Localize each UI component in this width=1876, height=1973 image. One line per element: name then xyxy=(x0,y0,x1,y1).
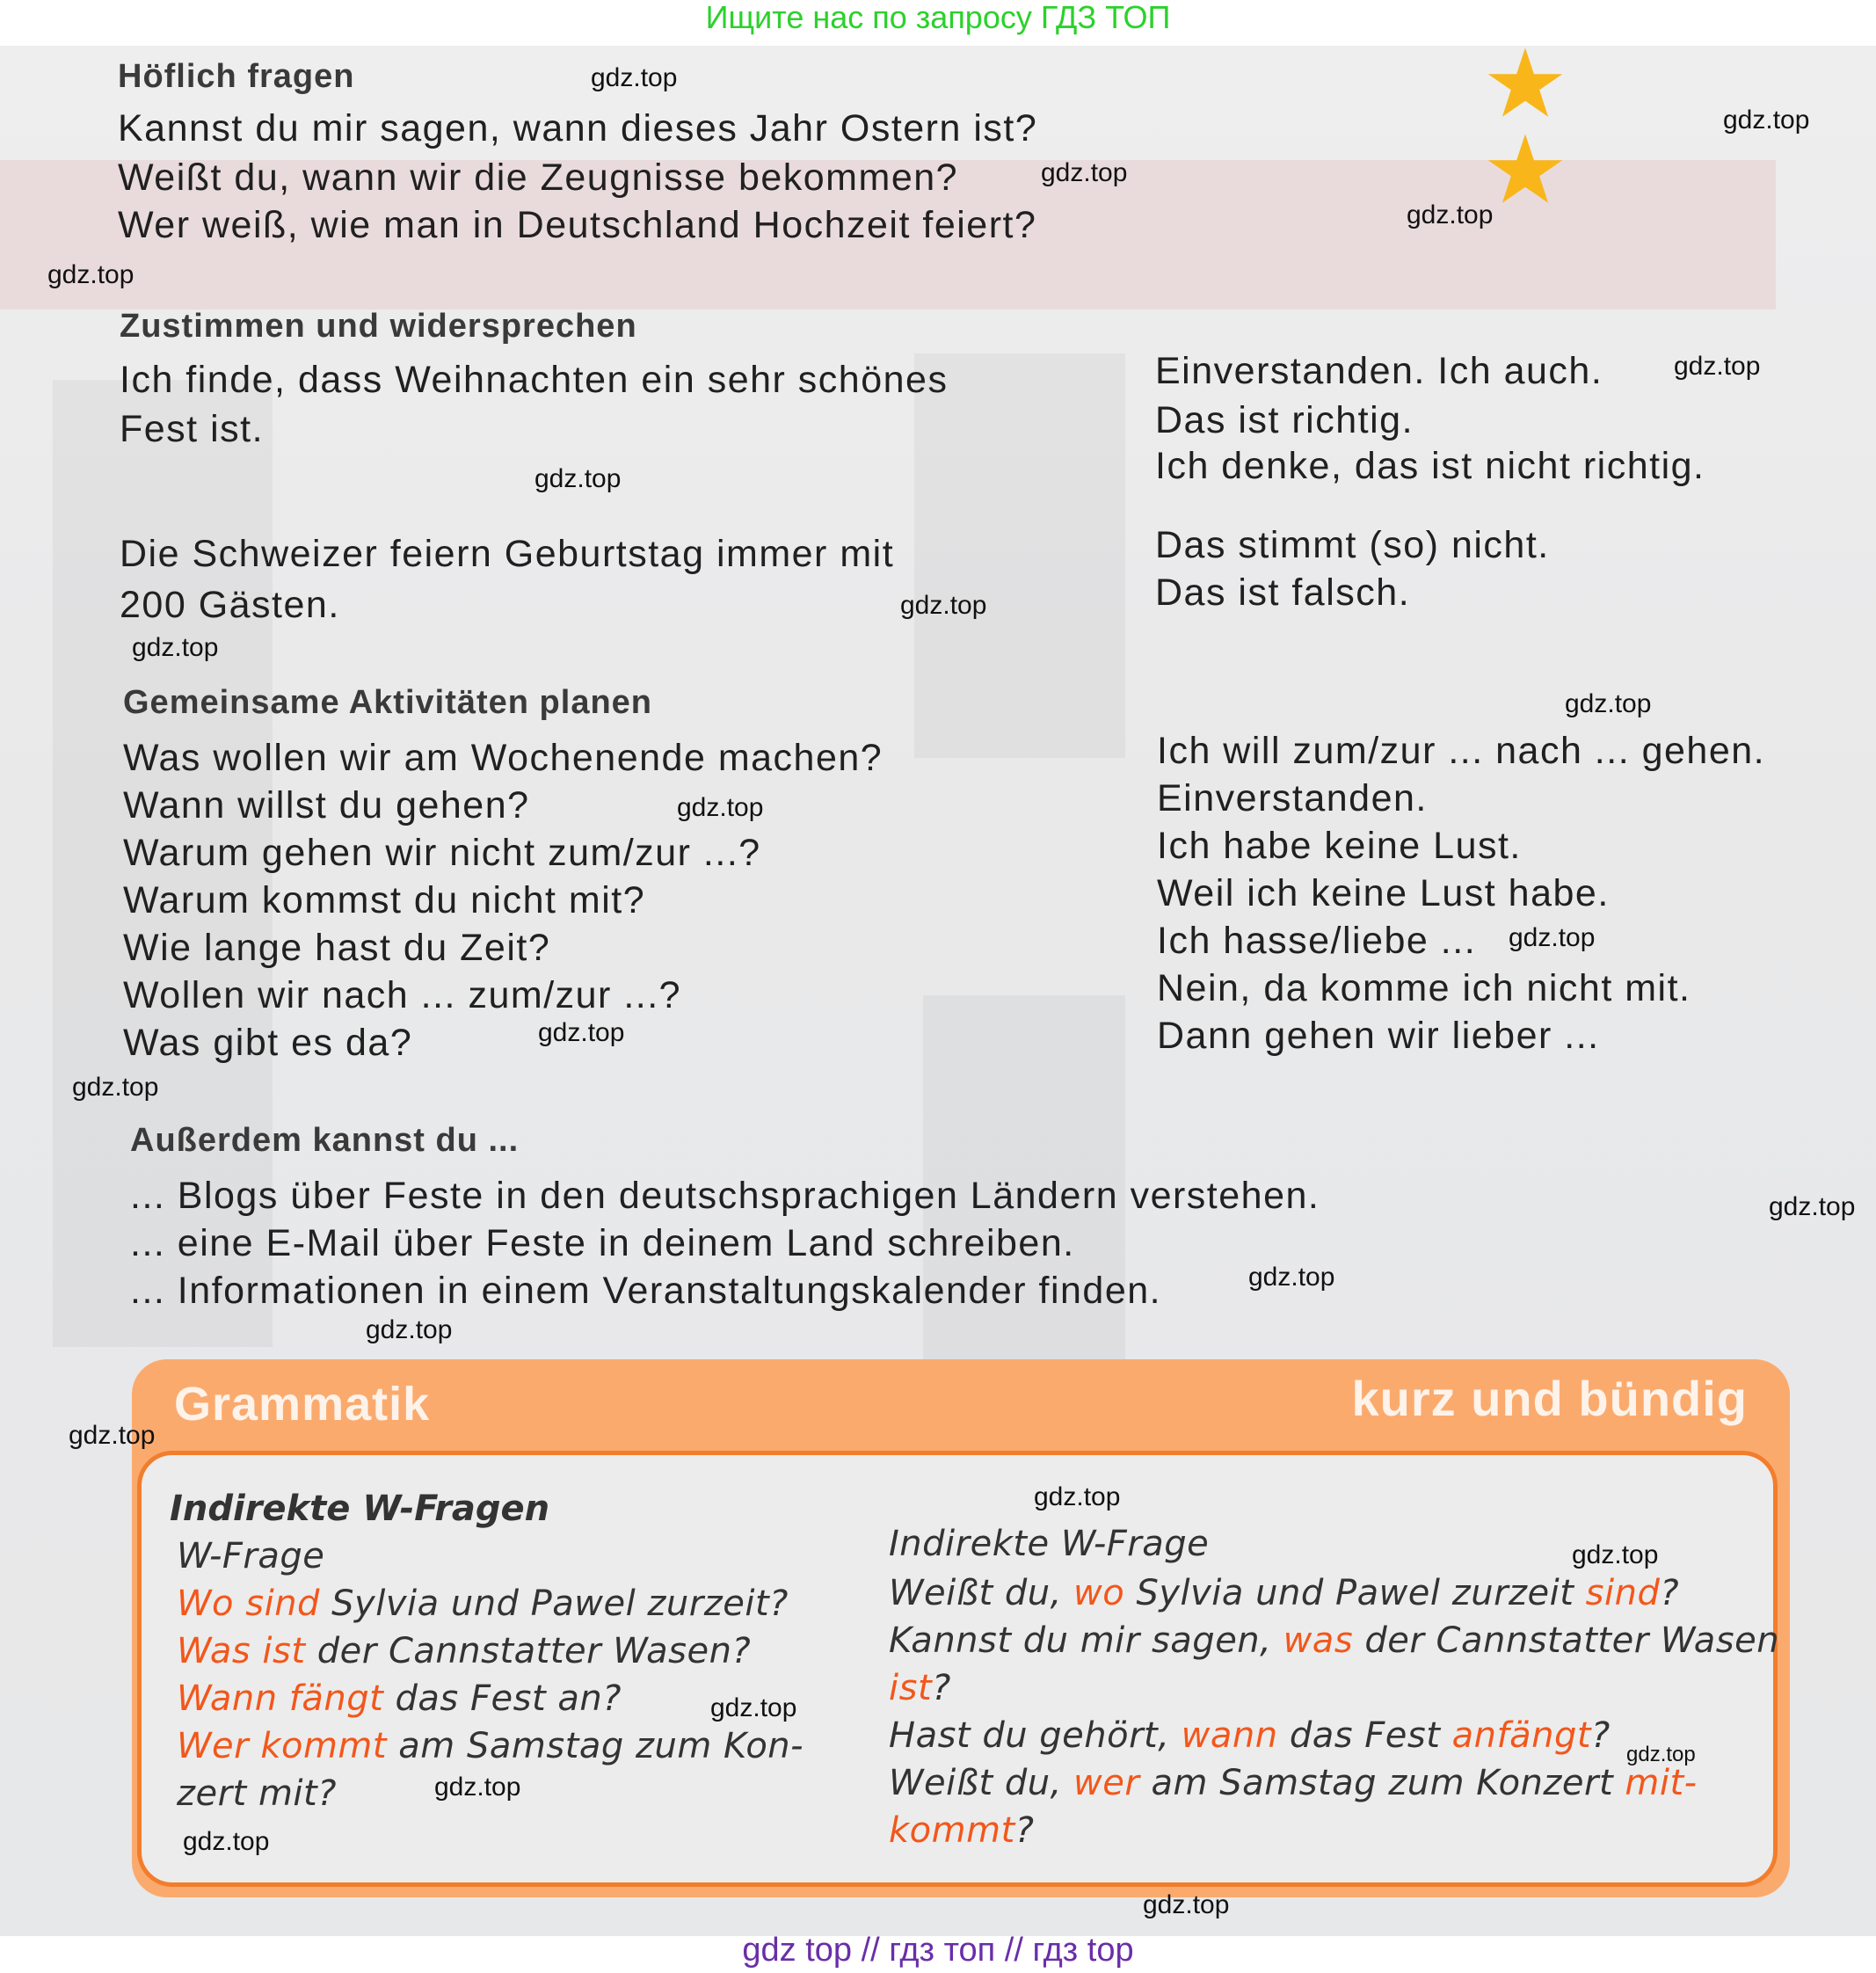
ghost-photo-middle xyxy=(914,353,1125,758)
text-line: Fest ist. xyxy=(120,408,265,450)
watermark: gdz.top xyxy=(47,260,135,289)
text-line: Kannst du mir sagen, wann dieses Jahr Ostern ist? xyxy=(118,107,1038,149)
text-line: Was wollen wir am Wochenende machen? xyxy=(123,737,883,779)
grammar-heading: Indirekte W-Fragen xyxy=(170,1489,550,1529)
watermark: gdz.top xyxy=(591,63,678,92)
grammar-left-label: W-Frage xyxy=(177,1536,325,1576)
text-line: Ich denke, das ist nicht richtig. xyxy=(1155,445,1705,487)
watermark: gdz.top xyxy=(1626,1743,1696,1766)
watermark: gdz.top xyxy=(534,464,622,493)
watermark: gdz.top xyxy=(366,1315,453,1344)
watermark: gdz.top xyxy=(1572,1540,1659,1569)
watermark: gdz.top xyxy=(538,1018,625,1047)
text-line: Nein, da komme ich nicht mit. xyxy=(1157,967,1691,1009)
text-line: 200 Gästen. xyxy=(120,584,340,626)
text-line: ... eine E-Mail über Feste in deinem Land schreiben. xyxy=(130,1222,1075,1264)
text-line: Ich hasse/liebe ... xyxy=(1157,920,1477,962)
grammar-box xyxy=(132,1359,1790,1897)
watermark: gdz.top xyxy=(1509,923,1596,952)
grammar-subtitle: kurz und bündig xyxy=(1351,1371,1748,1426)
grammar-example: kommt? xyxy=(889,1810,1035,1851)
text-line: Einverstanden. xyxy=(1157,777,1428,819)
text-line: Wie lange hast du Zeit? xyxy=(123,927,551,969)
bottom-banner: gdz top // гдз топ // гдз top xyxy=(742,1932,1134,1969)
top-banner: Ищите нас по запросу ГДЗ ТОП xyxy=(705,0,1171,35)
grammar-example: zert mit? xyxy=(177,1773,337,1814)
text-line: Weißt du, wann wir die Zeugnisse bekommen? xyxy=(118,157,959,199)
text-line: Ich will zum/zur ... nach ... gehen. xyxy=(1157,730,1766,772)
heading-aktivitaeten: Gemeinsame Aktivitäten planen xyxy=(123,684,653,721)
grammar-example: ist? xyxy=(889,1668,951,1708)
watermark: gdz.top xyxy=(1041,158,1128,187)
watermark: gdz.top xyxy=(1674,352,1761,381)
grammar-example: Wann fängt das Fest an? xyxy=(177,1678,622,1719)
watermark: gdz.top xyxy=(434,1773,521,1802)
watermark: gdz.top xyxy=(900,591,987,620)
text-line: Das stimmt (so) nicht. xyxy=(1155,524,1550,566)
text-line: ... Blogs über Feste in den deutschsprachigen Ländern verstehen. xyxy=(130,1175,1320,1217)
text-line: Weil ich keine Lust habe. xyxy=(1157,872,1610,914)
text-line: Die Schweizer feiern Geburtstag immer mit xyxy=(120,533,895,575)
watermark: gdz.top xyxy=(1565,689,1652,718)
heading-zustimmen: Zustimmen und widersprechen xyxy=(120,308,637,345)
watermark: gdz.top xyxy=(1723,106,1810,135)
text-line: Einverstanden. Ich auch. xyxy=(1155,350,1603,392)
grammar-example: Kannst du mir sagen, was der Cannstatter Wasen xyxy=(889,1620,1780,1661)
grammar-right-label: Indirekte W-Frage xyxy=(889,1524,1210,1564)
watermark: gdz.top xyxy=(710,1693,797,1722)
watermark: gdz.top xyxy=(1143,1890,1230,1919)
text-line: Ich finde, dass Weihnachten ein sehr schönes xyxy=(120,359,949,401)
grammar-example: Weißt du, wer am Samstag zum Konzert mit- xyxy=(889,1763,1698,1803)
watermark: gdz.top xyxy=(69,1421,156,1450)
text-line: Dann gehen wir lieber ... xyxy=(1157,1015,1600,1057)
star-icon xyxy=(1486,44,1565,123)
watermark: gdz.top xyxy=(1248,1263,1335,1292)
text-line: Wann willst du gehen? xyxy=(123,784,530,826)
text-line: Wollen wir nach ... zum/zur ...? xyxy=(123,974,682,1016)
heading-hoeflich-fragen: Höflich fragen xyxy=(118,58,355,95)
text-line: Wer weiß, wie man in Deutschland Hochzeit feiert? xyxy=(118,204,1037,246)
star-icon xyxy=(1486,130,1565,209)
watermark: gdz.top xyxy=(72,1073,159,1102)
text-line: ... Informationen in einem Veranstaltungskalender finden. xyxy=(130,1270,1162,1312)
grammar-content xyxy=(137,1451,1778,1887)
watermark: gdz.top xyxy=(132,633,219,662)
text-line: Was gibt es da? xyxy=(123,1022,413,1064)
watermark: gdz.top xyxy=(183,1827,270,1856)
grammar-example: Was ist der Cannstatter Wasen? xyxy=(177,1631,752,1671)
grammar-title: Grammatik xyxy=(174,1378,431,1431)
watermark: gdz.top xyxy=(1034,1482,1121,1511)
text-line: Das ist richtig. xyxy=(1155,399,1414,441)
watermark: gdz.top xyxy=(677,793,764,822)
text-line: Ich habe keine Lust. xyxy=(1157,825,1522,867)
grammar-example: Hast du gehört, wann das Fest anfängt? xyxy=(889,1715,1611,1756)
text-line: Das ist falsch. xyxy=(1155,572,1411,614)
grammar-example: Wer kommt am Samstag zum Kon- xyxy=(177,1726,804,1766)
grammar-example: Wo sind Sylvia und Pawel zurzeit? xyxy=(177,1583,789,1624)
grammar-example: Weißt du, wo Sylvia und Pawel zurzeit sind? xyxy=(889,1573,1680,1613)
text-line: Warum gehen wir nicht zum/zur ...? xyxy=(123,832,761,874)
watermark: gdz.top xyxy=(1769,1192,1856,1221)
watermark: gdz.top xyxy=(1407,200,1494,229)
text-line: Warum kommst du nicht mit? xyxy=(123,879,646,921)
heading-ausserdem: Außerdem kannst du ... xyxy=(130,1122,520,1159)
